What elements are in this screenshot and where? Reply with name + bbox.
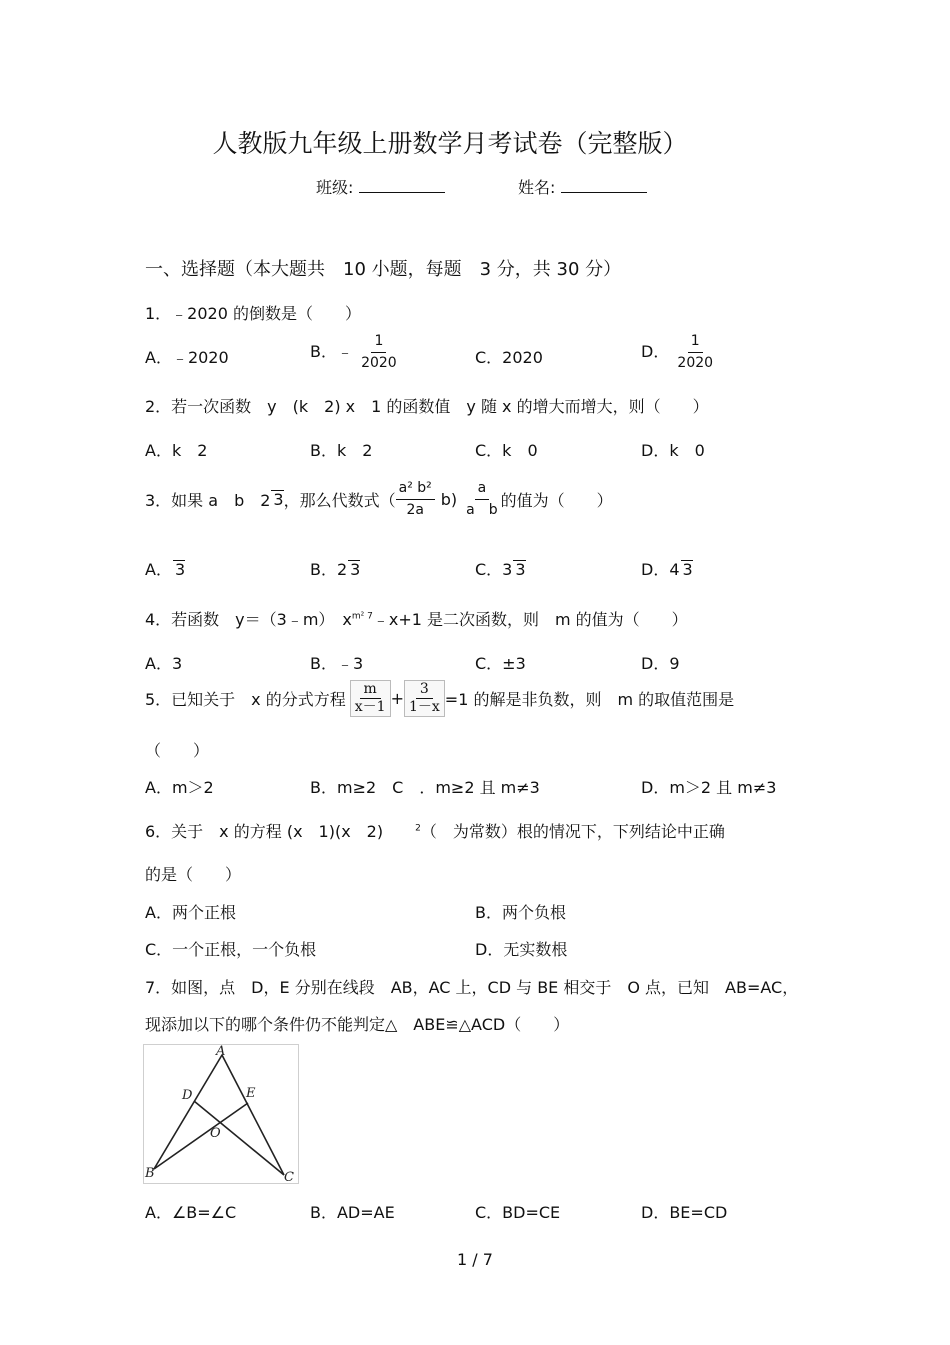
question-7-stem-cont: 现添加以下的哪个条件仍不能判定△ ABE≌△ACD（ ）: [145, 1015, 570, 1034]
option-prefix: C．3: [475, 560, 513, 579]
q3-text-4: 的值为（ ）: [500, 490, 613, 510]
label-c: C: [284, 1170, 294, 1183]
q4-option-b[interactable]: B．﹣3: [310, 654, 364, 673]
label-b: B: [145, 1166, 155, 1181]
q3-option-a[interactable]: [145, 557, 185, 580]
q4-option-c[interactable]: C．±3: [475, 654, 526, 673]
q2-option-c[interactable]: C．k 0: [475, 441, 538, 460]
q4-option-a[interactable]: A．3: [145, 654, 183, 673]
q1-option-b[interactable]: [310, 333, 400, 372]
q3-fraction-2: [463, 480, 500, 519]
section-heading: 一、选择题（本大题共 10 小题，每题 3 分，共 30 分）: [145, 259, 622, 280]
fraction-numerator: a² b²: [396, 480, 435, 500]
q4-text-1: 4．若函数 y＝（3﹣m） x: [145, 610, 352, 629]
q1-option-c[interactable]: C．2020: [475, 348, 543, 367]
q1-option-b-fraction: [358, 333, 400, 372]
q4-exponent: m² 7: [351, 611, 373, 622]
q3-text-3: b): [440, 489, 458, 509]
name-label: 姓名:: [518, 178, 556, 197]
question-5-stem: [145, 680, 734, 717]
page-title: 人教版九年级上册数学月考试卷（完整版）: [212, 129, 688, 158]
option-prefix: A．: [145, 560, 172, 579]
q1-option-a[interactable]: A．﹣2020: [145, 348, 229, 367]
option-prefix: B．2: [310, 560, 348, 579]
q5-option-d[interactable]: D．m＞2 且 m≠3: [641, 778, 777, 797]
question-2-stem: 2．若一次函数 y (k 2) x 1 的函数值 y 随 x 的增大而增大，则（ ）: [145, 397, 709, 416]
q2-option-a[interactable]: A．k 2: [145, 441, 208, 460]
q5-text-2: =1 的解是非负数，则 m 的取值范围是: [444, 689, 735, 709]
option-prefix: D．4: [641, 560, 680, 579]
label-o: O: [210, 1126, 221, 1141]
q6-text-1: 6．关于 x 的方程 (x 1)(x 2): [145, 822, 416, 841]
q1-option-d[interactable]: [641, 333, 716, 372]
q4-option-d[interactable]: D．9: [641, 654, 680, 673]
q3-option-c[interactable]: [475, 557, 526, 580]
option-sqrt: 3: [350, 560, 361, 579]
fraction-denominator: 1－x: [408, 698, 440, 715]
option-sqrt: 3: [682, 560, 693, 579]
q5-answer-paren: （ ）: [145, 741, 210, 760]
question-1-stem: 1．﹣2020 的倒数是（ ）: [145, 304, 361, 323]
class-blank[interactable]: [359, 178, 445, 193]
q5-plus: +: [390, 688, 404, 708]
question-7-stem: 7．如图，点 D，E 分别在线段 AB，AC 上，CD 与 BE 相交于 O 点，已知 AB=AC，: [145, 978, 799, 997]
q5-option-a[interactable]: A．m＞2: [145, 778, 214, 797]
q6-exponent: 2: [415, 823, 421, 834]
label-d: D: [182, 1088, 193, 1103]
question-4-stem: [145, 607, 688, 630]
fraction-numerator: 3: [416, 681, 433, 699]
q4-text-2: ﹣x+1 是二次函数，则 m 的值为（ ）: [372, 610, 688, 629]
q5-option-b[interactable]: B．m≥2 C ．m≥2 且 m≠3: [310, 778, 540, 797]
label-e: E: [246, 1086, 256, 1101]
q2-option-b[interactable]: B．k 2: [310, 441, 373, 460]
question-6-stem: [145, 819, 725, 842]
fraction-denominator: 2020: [361, 354, 397, 371]
class-field: [316, 175, 445, 198]
name-blank[interactable]: [561, 178, 647, 193]
fraction-numerator: 1: [688, 333, 703, 353]
q2-option-d[interactable]: D．k 0: [641, 441, 705, 460]
q3-text-2: ，那么代数式（: [283, 490, 396, 510]
q1-option-d-fraction: [674, 333, 716, 372]
q7-option-d[interactable]: D．BE=CD: [641, 1203, 728, 1222]
q6-text-2: （ 为常数）根的情况下，下列结论中正确: [420, 822, 725, 841]
fraction-denominator: 2020: [677, 354, 714, 371]
line-be: [154, 1103, 248, 1169]
q6-option-d[interactable]: D．无实数根: [475, 940, 568, 959]
line-cd: [194, 1101, 284, 1175]
q6-option-b[interactable]: B．两个负根: [475, 903, 566, 922]
fraction-denominator: x－1: [354, 698, 386, 715]
q3-sqrt: 3: [273, 490, 284, 509]
q3-option-d[interactable]: [641, 557, 693, 580]
fraction-denominator: 2a: [406, 501, 424, 518]
q3-text-1: 3．如果 a b 2: [145, 490, 271, 510]
fraction-numerator: 1: [371, 333, 386, 353]
line-ab: [154, 1055, 222, 1169]
q7-option-c[interactable]: C．BD=CE: [475, 1203, 561, 1222]
q5-text-1: 5．已知关于 x 的分式方程: [145, 689, 346, 709]
label-a: A: [216, 1045, 226, 1059]
option-sqrt: 3: [174, 560, 186, 579]
q7-option-a[interactable]: A．∠B=∠C: [145, 1203, 237, 1222]
class-label: 班级:: [316, 178, 354, 197]
name-field: [518, 175, 647, 198]
fraction-denominator: a b: [466, 501, 498, 518]
question-3-stem: [145, 480, 613, 519]
option-sqrt: 3: [515, 560, 526, 579]
geometry-figure: [143, 1044, 299, 1184]
fraction-numerator: m: [360, 681, 381, 699]
q5-fraction-1: [350, 680, 391, 717]
q3-fraction-1: [396, 480, 435, 519]
question-6-stem-cont: 的是（ ）: [145, 865, 242, 884]
q3-option-b[interactable]: [310, 557, 360, 580]
q6-option-c[interactable]: C．一个正根，一个负根: [145, 940, 317, 959]
triangle-diagram: [144, 1045, 298, 1183]
q1-option-d-prefix: D．: [641, 341, 670, 361]
q5-fraction-2: [404, 680, 445, 717]
q6-option-a[interactable]: A．两个正根: [145, 903, 236, 922]
page-number: 1 / 7: [457, 1250, 493, 1269]
q1-option-b-prefix: B．﹣: [310, 341, 353, 361]
fraction-numerator: a: [475, 480, 490, 500]
q7-option-b[interactable]: B．AD=AE: [310, 1203, 395, 1222]
